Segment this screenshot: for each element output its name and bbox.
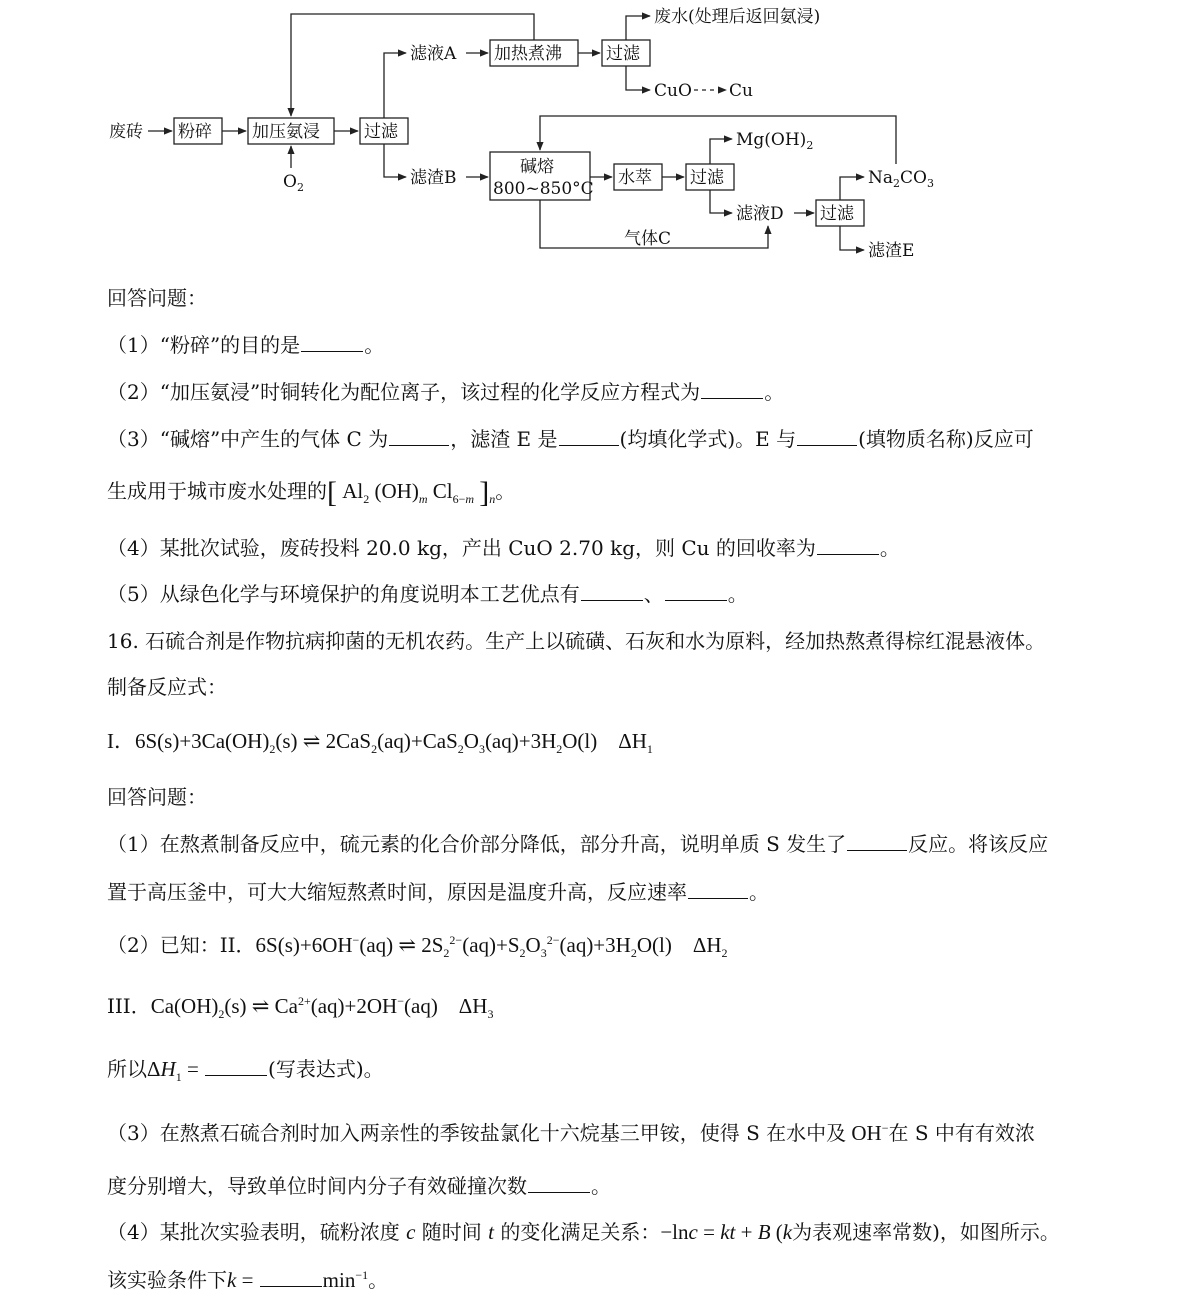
node-mgoh2: $Mg(OH)_2$	[736, 130, 814, 152]
answer-blank[interactable]	[847, 832, 907, 851]
answer-blank[interactable]	[260, 1268, 322, 1287]
node-filtrate-d: 滤液D	[736, 204, 784, 224]
q16-part-3: （3）在熬煮石硫合剂时加入两亲性的季铵盐氯化十六烷基三甲铵，使得 S 在水中及 OH−在 S 中有有效浓	[107, 1121, 1035, 1145]
q16-heading: 回答问题：	[107, 785, 207, 809]
node-wastewater: 废水(处理后返回氨浸)	[654, 7, 821, 27]
q16-equation-3: III．$Ca(OH)_2(s)$ ⇌ $Ca^{2+}(aq)+2OH^-(aq)$ $\Delta H_3$	[107, 994, 494, 1022]
answer-blank[interactable]	[701, 380, 763, 399]
node-filter-2: 过滤	[606, 44, 640, 64]
node-crush: 粉碎	[178, 122, 212, 142]
q16-intro: 16. 石硫合剂是作物抗病抑菌的无机农药。生产上以硫磺、石灰和水为原料，经加热熬煮得棕红混悬液体。	[107, 629, 1046, 653]
node-waste-brick: 废砖	[109, 122, 143, 142]
answer-blank[interactable]	[528, 1174, 590, 1193]
q15-part-5: （5）从绿色化学与环境保护的角度说明本工艺优点有 、 。	[107, 582, 748, 606]
node-leach: 加压氨浸	[252, 122, 320, 142]
q16-equation-1: I．$6S(s)+3Ca(OH)_2(s)$ ⇌ $2CaS_2(aq)+CaS_2O_3(aq)+3H_2O(l)$ $\Delta H_1$	[107, 729, 653, 757]
q15-part-1: （1）“粉碎”的目的是 。	[107, 333, 385, 357]
answer-blank[interactable]	[389, 427, 449, 446]
q16-part-4: （4）某批次实验表明，硫粉浓度 c 随时间 t 的变化满足关系：−lnc = kt + B (k为表观速率常数)，如图所示。	[107, 1220, 1060, 1244]
node-na2co3: $Na_2CO_3$	[868, 168, 934, 190]
q16-intro-2: 制备反应式：	[107, 675, 227, 699]
q15-part-4: （4）某批次试验，废砖投料 20.0 kg，产出 CuO 2.70 kg，则 Cu 的回收率为 。	[107, 536, 900, 560]
answer-blank[interactable]	[817, 536, 879, 555]
node-boil: 加热煮沸	[494, 44, 562, 64]
node-filter-1: 过滤	[364, 122, 398, 142]
q16-part-3-cont: 度分别增大，导致单位时间内分子有效碰撞次数 。	[107, 1174, 611, 1198]
answer-blank[interactable]	[665, 582, 727, 601]
q16-part-2: （2）已知：II．6S(s)+6OH−(aq) ⇌ $2S_2^{2-}(aq)+S_2O_3^{2-}(aq)+3H_2O(l)$ $\Delta H_2$	[107, 933, 728, 961]
q16-part-1: （1）在熬煮制备反应中，硫元素的化合价部分降低，部分升高，说明单质 S 发生了 反应。将该反应	[107, 832, 1049, 856]
node-cu: Cu	[729, 81, 753, 101]
answer-blank[interactable]	[205, 1057, 267, 1076]
node-residue-e: 滤渣E	[868, 241, 915, 261]
node-o2: $O_2$	[283, 172, 304, 194]
node-gas-c: 气体C	[624, 229, 672, 249]
q16-part-2-answer: 所以$\Delta H_1$ = (写表达式)。	[107, 1057, 384, 1085]
node-residue-b: 滤渣B	[410, 168, 457, 188]
q15-part-3: （3）“碱熔”中产生的气体 C 为 ，滤渣 E 是 (均填化学式)。E 与 (填物质名称)反应可	[107, 427, 1034, 451]
q16-part-4-cont: 该实验条件下$k = \min^{-1}$。	[107, 1268, 389, 1292]
q16-part-1-cont: 置于高压釜中，可大大缩短熬煮时间，原因是温度升高，反应速率 。	[107, 880, 769, 904]
node-alkali-melt: 碱熔	[520, 157, 554, 177]
node-filtrate-a: 滤液A	[410, 44, 457, 64]
answer-blank[interactable]	[688, 880, 748, 899]
node-filter-3: 过滤	[690, 168, 724, 188]
answer-blank[interactable]	[581, 582, 643, 601]
answer-blank[interactable]	[797, 427, 857, 446]
node-filter-4: 过滤	[820, 204, 854, 224]
process-flowchart	[0, 0, 1189, 270]
q15-heading: 回答问题：	[107, 286, 207, 310]
pac-formula: [ $Al_2$ $(OH)_m$ $Cl_{6-m}$ ]$_n$	[327, 476, 496, 509]
node-cuo: CuO	[654, 81, 692, 101]
node-water-extract: 水萃	[618, 168, 652, 188]
answer-blank[interactable]	[559, 427, 619, 446]
node-temp: 800~850°C	[493, 179, 594, 199]
answer-blank[interactable]	[301, 333, 363, 352]
q15-part-3-cont: 生成用于城市废水处理的[ $Al_2$ $(OH)_m$ $Cl_{6-m}$ ]$_n$。	[107, 476, 516, 509]
q15-part-2: （2）“加压氨浸”时铜转化为配位离子，该过程的化学反应方程式为 。	[107, 380, 785, 404]
